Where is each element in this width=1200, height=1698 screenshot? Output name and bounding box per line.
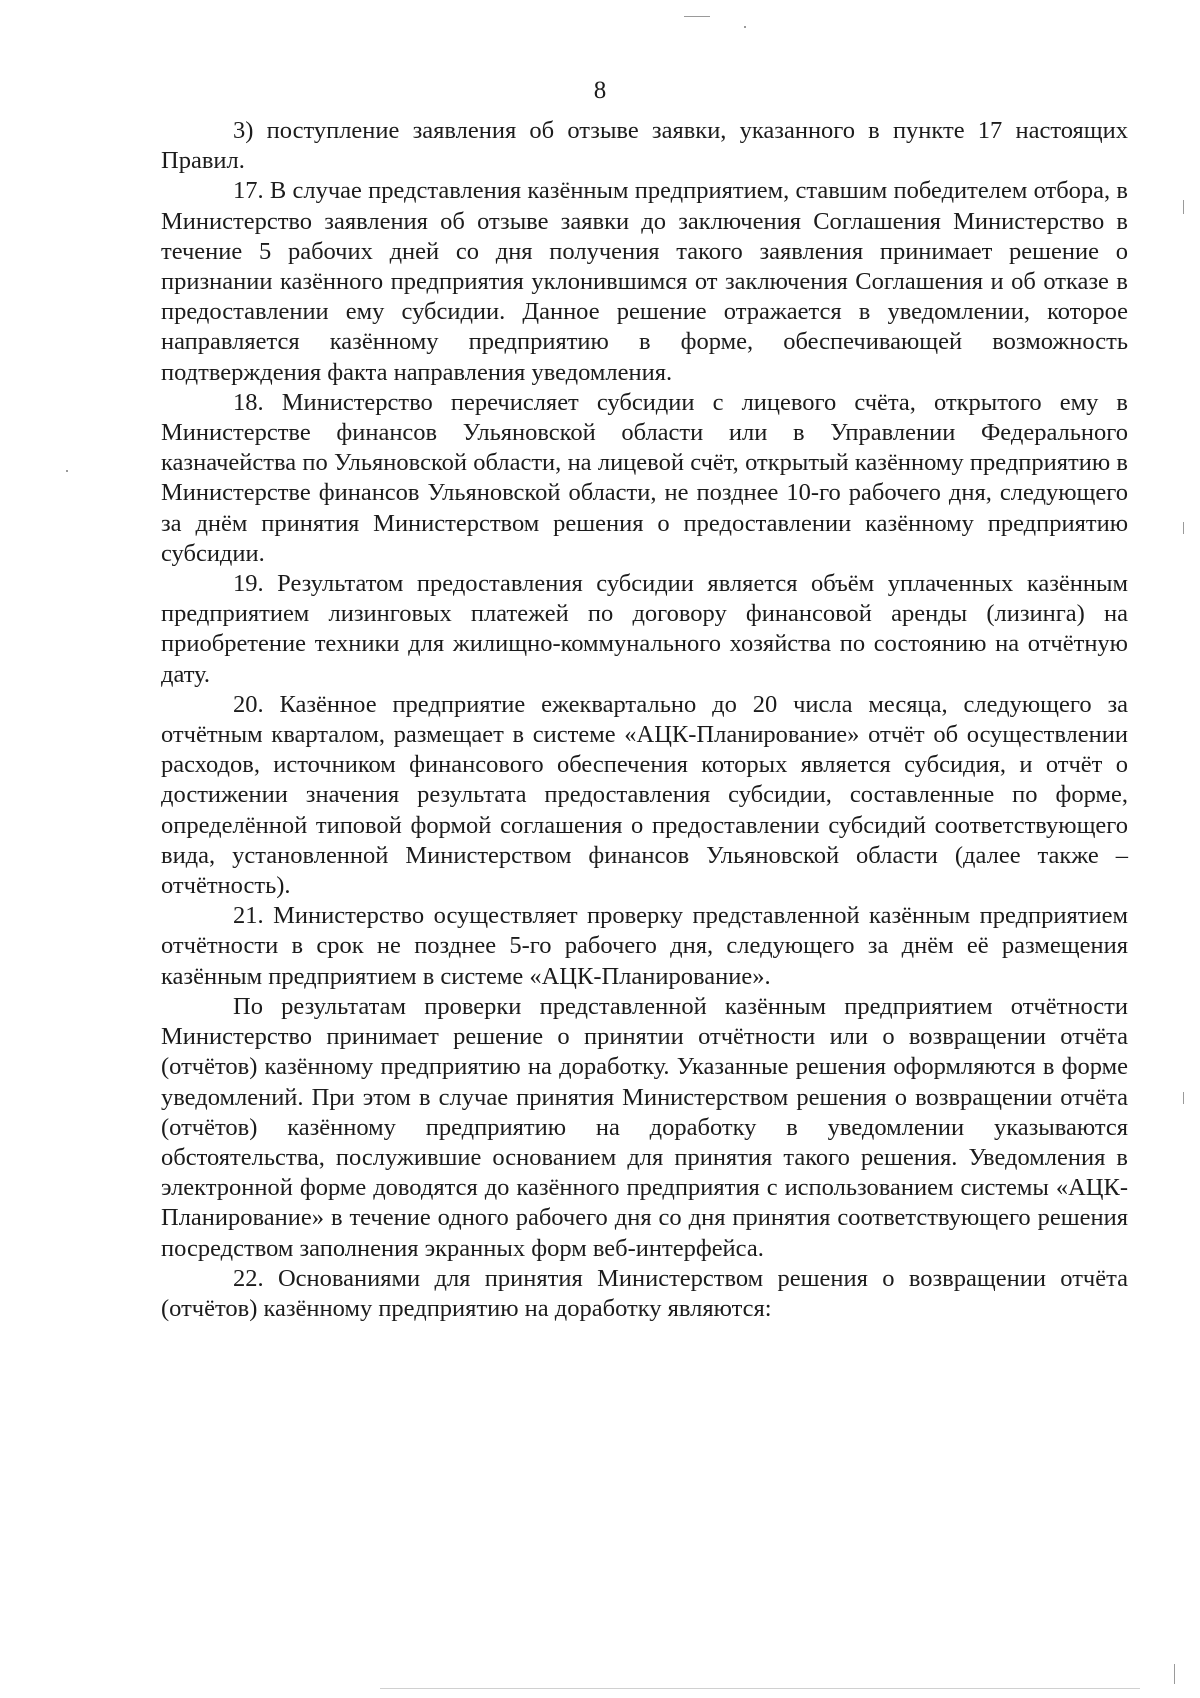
paragraph-19: 19. Результатом предоставления субсидии является объём уплаченных казённым предприятием лизинговых платежей по договору финансовой аренды (лизинга) на приобретение техники для жилищно-коммунального хозяйства по состоянию на отчётную дату. xyxy=(161,570,1128,688)
scan-artifact xyxy=(1183,522,1184,534)
document-body xyxy=(161,116,1128,1324)
paragraph-21: 21. Министерство осуществляет проверку представленной казённым предприятием отчётности в срок не позднее 5-го рабочего дня, следующего за днём её размещения казённым предприятием в системе «АЦК-Планирование». xyxy=(161,902,1128,990)
scan-artifact xyxy=(1183,200,1184,214)
paragraph-18: 18. Министерство перечисляет субсидии с лицевого счёта, открытого ему в Министерстве финансов Ульяновской области или в Управлении Федерального казначейства по Ульяновской области, на лицевой счёт, открытый казённому предприятию в Министерстве финансов Ульяновской области, не позднее 10-го рабочего дня, следующего за днём принятия Министерством решения о предоставлении казённому предприятию субсидии. xyxy=(161,388,1128,567)
paragraph-clause-3: 3) поступление заявления об отзыве заявки, указанного в пункте 17 настоящих Правил. xyxy=(161,117,1128,175)
scan-artifact xyxy=(684,16,710,17)
scan-artifact xyxy=(1183,1092,1184,1104)
scan-artifact xyxy=(380,1688,1140,1689)
paragraph-22: 22. Основаниями для принятия Министерством решения о возвращении отчёта (отчётов) казённому предприятию на доработку являются: xyxy=(161,1264,1128,1322)
paragraph-20: 20. Казённое предприятие ежеквартально до 20 числа месяца, следующего за отчётным кварталом, размещает в системе «АЦК-Планирование» отчёт об осуществлении расходов, источником финансового обеспечения которых является субсидия, и отчёт о достижении значения результата предоставления субсидии, составленные по форме, определённой типовой формой соглашения о предоставлении субсидий соответствующего вида, установленной Министерством финансов Ульяновской области (далее также – отчётность). xyxy=(161,690,1128,900)
paragraph-21-results: По результатам проверки представленной казённым предприятием отчётности Министерство принимает решение о принятии отчётности или о возвращении отчёта (отчётов) казённому предприятию на доработку. Указанные решения оформляются в форме уведомлений. При этом в случае принятия Министерством решения о возвращении отчёта (отчётов) казённому предприятию на доработку в уведомлении указываются обстоятельства, послужившие основанием для принятия такого решения. Уведомления в электронной форме доводятся до казённого предприятия с использованием системы «АЦК-Планирование» в течение одного рабочего дня со дня принятия соответствующего решения посредством заполнения экранных форм веб-интерфейса. xyxy=(161,992,1128,1262)
scan-artifact xyxy=(744,26,746,28)
page-number: 8 xyxy=(593,77,607,104)
scan-artifact xyxy=(1174,1664,1175,1684)
scan-artifact xyxy=(66,470,68,472)
paragraph-17: 17. В случае представления казённым предприятием, ставшим победителем отбора, в Министерство заявления об отзыве заявки до заключения Соглашения Министерство в течение 5 рабочих дней со дня получения такого заявления принимает решение о признании казённого предприятия уклонившимся от заключения Соглашения и об отказе в предоставлении ему субсидии. Данное решение отражается в уведомлении, которое направляется казённому предприятию в форме, обеспечивающей возможность подтверждения факта направления уведомления. xyxy=(161,177,1128,386)
